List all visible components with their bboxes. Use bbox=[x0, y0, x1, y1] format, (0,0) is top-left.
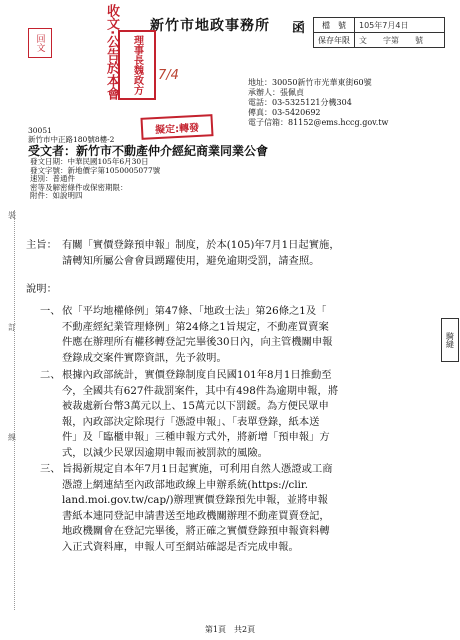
item-line: 今，全國共有627件裁罰案件，其中有498件為逾期申報，將 bbox=[62, 384, 339, 397]
explanation-item-3 bbox=[62, 462, 333, 555]
item-line: 依「平均地權條例」第47條、「地政士法」第26條之1及「 bbox=[62, 305, 327, 317]
file-info-box bbox=[313, 17, 445, 48]
speed-class: 速別：普通件 bbox=[30, 174, 75, 184]
item-line: 式，以減少民眾因逾期申報而被罰款的風險。 bbox=[62, 446, 268, 459]
page-footer: 第1頁 共2頁 bbox=[204, 625, 256, 634]
subject-label: 主旨： bbox=[26, 239, 57, 251]
sender-handler: 承辦人：張佩貞 bbox=[248, 88, 304, 97]
explanation-item-1 bbox=[62, 304, 333, 366]
binding-line bbox=[14, 210, 15, 610]
department-stamp: 理事長魏政方 bbox=[118, 30, 156, 100]
subject-text bbox=[62, 238, 340, 269]
item-line: 被裁處新台幣3萬元以上、15萬元以下罰鍰。為方便民眾申 bbox=[62, 400, 329, 412]
subject-line: 有關「實價登錄預申報」制度，於本(105)年7月1日起實施， bbox=[62, 239, 340, 251]
attachment-info: 附件：如說明四 bbox=[30, 191, 83, 201]
sender-email: 電子信箱：81152@ems.hccg.gov.tw bbox=[248, 118, 389, 127]
sender-contact bbox=[248, 78, 388, 128]
item-number: 一、 bbox=[40, 305, 61, 317]
retention-value: 文 字第 號 bbox=[359, 35, 423, 45]
item-number: 二、 bbox=[40, 369, 61, 381]
issue-date: 發文日期：中華民國105年6月30日 bbox=[30, 157, 149, 166]
item-line: 報，內政部決定除現行「憑證申報」、「表單登錄，紙本送 bbox=[62, 415, 320, 428]
retention-label: 保存年限 bbox=[314, 33, 355, 47]
office-title: 新竹市地政事務所 bbox=[150, 18, 270, 34]
secrecy-class: 密等及解密條件或保密期限： bbox=[30, 182, 128, 192]
item-line: 件應在辦理所有權移轉登記完畢後30日內，向主管機關申報 bbox=[62, 336, 333, 348]
explanation-label: 說明： bbox=[26, 283, 57, 295]
sender-fax: 傳真：03-5420692 bbox=[248, 108, 321, 117]
bind-mark-2: 訂 bbox=[8, 323, 16, 332]
item-line: land.moi.gov.tw/cap/)辦理實價登錄預先申報，並將申報 bbox=[62, 494, 328, 506]
item-line: 根據內政部統計，實價登錄制度自民國101年8月1日推動至 bbox=[62, 369, 332, 381]
item-line: 入正式資料庫，申報人可至網站確認是否完成申報。 bbox=[62, 540, 299, 553]
item-line: 書紙本連同登記申請書送至地政機關辦理不動產買賣登記， bbox=[62, 509, 330, 522]
item-line: 不動產經紀業管理條例」第24條之1旨規定，不動產買賣案 bbox=[62, 320, 329, 333]
postal-code: 30051 bbox=[28, 126, 52, 135]
subject-line: 請轉知所屬公會會員踴躍使用，避免逾期受罰，請查照。 bbox=[62, 254, 320, 267]
postal-address: 新竹市中正路180號8樓-2 bbox=[28, 135, 115, 144]
explanation-item-2 bbox=[62, 368, 338, 461]
bind-mark-3: 線 bbox=[8, 433, 16, 442]
recipient-line: 受文者：新竹市不動產仲介經紀商業同業公會 bbox=[28, 144, 269, 158]
bind-mark-1: 裝 bbox=[8, 211, 16, 220]
corner-stamp: 回文 bbox=[28, 28, 52, 58]
received-stamp: 收文·公告於本會 bbox=[104, 4, 119, 100]
item-line: 地政機關會在登記完畢後，將正確之實價登錄預申報資料轉 bbox=[62, 525, 330, 537]
document-kind: 函 bbox=[292, 21, 306, 36]
item-line: 件」及「臨櫃申報」三種申報方式外，將新增「預申報」方 bbox=[62, 431, 330, 443]
sender-address: 地址：30050新竹市光華東街60號 bbox=[248, 78, 372, 87]
item-line: 旨揭新規定自本年7月1日起實施，可利用自然人憑證或工商 bbox=[62, 463, 333, 475]
handwritten-date: 7/4 bbox=[158, 68, 179, 83]
file-number-value: 105年7月4日 bbox=[359, 20, 409, 30]
seam-stamp-tab: 騎縫 bbox=[441, 318, 459, 362]
issue-number: 發文字號：新地價字第1050005077號 bbox=[30, 165, 161, 175]
item-number: 三、 bbox=[40, 463, 61, 475]
item-line: 登錄成交案件實際資訊，先予敘明。 bbox=[62, 351, 227, 364]
forward-stamp: 擬定:轉發 bbox=[140, 114, 213, 140]
item-line: 憑證上網連結至內政部地政線上申辦系統(https://clir. bbox=[62, 478, 308, 491]
file-number-label: 檔 號 bbox=[314, 18, 355, 32]
sender-phone: 電話：03-5325121分機304 bbox=[248, 98, 352, 107]
document-meta bbox=[30, 158, 160, 201]
